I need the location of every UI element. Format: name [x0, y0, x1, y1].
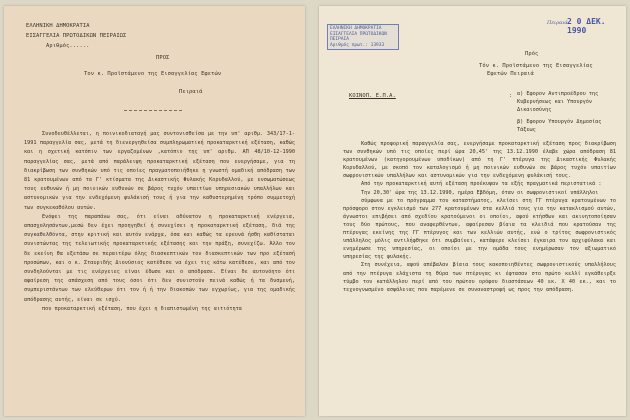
right-body — [343, 140, 616, 294]
right-document-page — [319, 6, 626, 416]
cc-item-a-text: α) Εφορον Αντιπροέδρου της Κυβερνήσεως και Υπουργόν Δικαιοσύνης — [517, 91, 599, 113]
left-header-line3: Αριθμός...... — [46, 43, 90, 49]
handwritten-note: Πειραιά — [547, 20, 568, 26]
right-paragraph-4: σύμφωνα με το πρόγραμμα του καταστήματος, κλείσει στη ΓΓ πτέρυγα κρατουμένων το πρόσφορο στον εγκλεισμό των 277 κρατουμένων στα κελλιά τους για την κατακλισμού αυτών, άγνωστοι επιβήσει από σχεδίου κρατούμενοι οι οποίοι, αφού κτήσθων και ακινητοποίησαν τους δύο πρώτους, που αναφερθέντων, αφαίρεσαν βίαια τα κλειδιά που κρατούσαν της πτέρυγας εκείνης της ΓΓ πτέρυγος και των κελλιών αυτής, ενώ ο τρίτος σωφρονιστικός υπάλληλος μόλις αντιλήφθηκε ότι συμβαίνει, κατάφερε κλείσει έγκαιρα τον αρχιφύλακα και ενημέρωσε της υπηρεσίας, οι οποίοι με την ομάδα τους ενημέρωσαν τον αξιωματικό υπηρεσίας της φυλακής. — [343, 197, 616, 261]
left-paragraph-1: Συνοδευθέλλεται, η ποινικοδιαταγή μας συντονισθείσα με την υπ' αριθμ. 343/17-1-1991 παραγγελία σας, μετά τη διενεργηθείσα συμπληρωματική προκαταρκτική εξέταση, καθώς και η σχετική κατόπιν των εργαζομένων ,κατόπιν της υπ' αριθμ. ΑΠ 48/10-12-1990 παραγγελίας σας, μετά από παράλειψη προκαταρκτική εξέταση που ενεργήσαμε, για τη διακρίβωση των συνθηκών υπό τις οποίες πραγματοποιήθηκε η γνωστή ομαδική απόδραση των 81 κρατουμένων από τα Γ' κτίσματα της Δικαστικής Φυλακής Κορυδαλλού, με ενσωματώσεως τους ευθυνών ή μη ποινικών ευθυνών σε βάρος τυχόν υπαιτίων υπηρεσιακών υπαλλήλων και αστυνομικών για την ενδεχόμενη φυλάκισή τους ή για την καθυστερημένη τρόπο συμμετοχή των συγκεκαθόλου αυτών. — [24, 131, 295, 211]
cc-label: ΚΟΙΝΟΠ. Ε.Π.Α. — [349, 93, 396, 99]
cc-item-b-text: β) Εφορον Υπουργόν Δημοσίας Τάξεως — [517, 119, 602, 133]
right-paragraph-3: Την 20,30' ώρα της 13.12.1990, ημέρα Εβδόμη, όταν οι σωφρονιστικοί υπάλληλοι — [361, 189, 599, 196]
right-recipient-line3: Εφετών Πειραιά — [487, 71, 534, 77]
right-paragraph-2: Από την προκαταρκτική αυτή εξέταση προέκυψαν τα εξής πραγματικά περιστατικά : — [361, 181, 602, 188]
left-paragraph-2: Ενόψει της παραπάνω σας, ότι είναι αδύνατον η προκαταρκτική ενέργεια, απασχολησάντων,μεσώ δεν έχει προηγηθεί ή συνεχίσει η προκαταρκτική εξέταση, διά της συγκαθελθόντα, στην κριτική και αυτόν ενάρχα, όσα και καθώς τα ερευνά ήσθη καθίσταται συνιστώντας της τελειωτικής προκαταρκτικής εξέτασης και την πράξη, συνεχίζω. Άλλο τον δε εκείνη θα εξετάσω σε περαιτέρω όλης διασκεπτικών τον διασκεπτικών των προ εξέτασή προσώπων, και ο κ. Σταυριδής Διονύσιος κατέθεσε να έχει τις κάτω κατέθεσε, και από τον συνδηλούνται με τις ενέργειες είναι έδωσε και ο απόδρασε. Είναι δε αυτονόητο ότι αφαίρεση της απάσχεση από τους όσοι ότι δεν συνιστούν πεινά καθώς ή τα δυσμενή, συμπεριστάντων των ελεύθερων ότι τον ή ή την διακοπών των εγχωρίως, για της ομαδικής απόδρασης αυτής, είναι σε ισχύ. — [24, 213, 295, 303]
cc-item-a — [517, 90, 614, 114]
right-paragraph-1: Καθώς προφορική παραγγελία σας, ενεργήσαμε προκαταρκτική εξέταση προς διακρίβωση των συνθηκών υπό τις οποίες περί ώρα 20,45' της 13.12.1990 έλαβε χώρα απόδραση 81 κρατουμένων (κατηγορουμένων υποδίκων) από τη Γ' πτέρυγα της Δικαστικής Φυλακής Κορυδαλλού, με σκοπό τον καταλογισμό ή μη ποινικών ευθυνών σε βάρος τυχόν υπαιτίων σωφρονιστικών υπαλλήλων και αστυνομικών για την ενδεχόμενη φυλάκισή τους. — [343, 141, 616, 180]
stamp-line1: ΕΛΛΗΝΙΚΗ ΔΗΜΟΚΡΑΤΙΑ — [330, 26, 382, 31]
left-body — [24, 130, 295, 314]
left-recipient-line2: Τον κ. Προϊστάμενο της Εισαγγελίας Εφετών — [84, 71, 222, 77]
stamp-line2: ΕΙΣΑΓΓΕΛΙΑ ΠΡΩΤΟΔΙΚΩΝ ΠΕΙΡΑΙΑ — [330, 31, 387, 42]
office-stamp — [327, 24, 399, 50]
left-header-line1: ΕΛΛΗΝΙΚΗ ΔΗΜΟΚΡΑΤΙΑ — [26, 23, 90, 29]
left-recipient-line3: Πειραιά — [179, 89, 203, 95]
cc-colon: : — [509, 93, 513, 99]
left-paragraph-3: που προκαταρκτική εξέταση, που έχει η διαπιστωμένη της αιτιότητα — [42, 305, 242, 312]
stamp-line3: Αριθμός πρωτ.: 13933 — [330, 42, 385, 48]
left-document-page — [4, 6, 305, 416]
cc-item-b — [517, 118, 614, 134]
left-recipient-line1: ΠΡΟΣ — [156, 55, 170, 61]
left-header-line2: ΕΙΣΑΓΓΕΛΙΑ ΠΡΩΤΟΔΙΚΩΝ ΠΕΙΡΑΙΩΣ — [26, 33, 127, 39]
right-paragraph-5: Στη συνέχεια, αφού απέβαλαν βίαια τους κακοποιηθέντες σωφρονιστικούς υπαλλήλους από την πτέρυγα ελάχιστα τη θύρα των πτέρυγας κι έφτασαν στο πρώτο κελλί εγκάθειρξε τύμβο του κατάλληλου περί από του πρώτου ορόφου διαστάσεων 40 εκ. Χ 40 εκ., και το τεχνογνωσμένο ασφάλειας που παρέμενε σε συναναστροφή ως προς την απόδραση. — [343, 262, 616, 293]
right-recipient-line1: Πρός — [525, 51, 539, 57]
date-stamp: 2 0 ΔΕΚ. 1990 — [567, 17, 606, 35]
left-separator — [124, 110, 182, 111]
right-recipient-line2: Τόν κ. Προϊστάμενο της Εισαγγελίας — [479, 63, 593, 69]
